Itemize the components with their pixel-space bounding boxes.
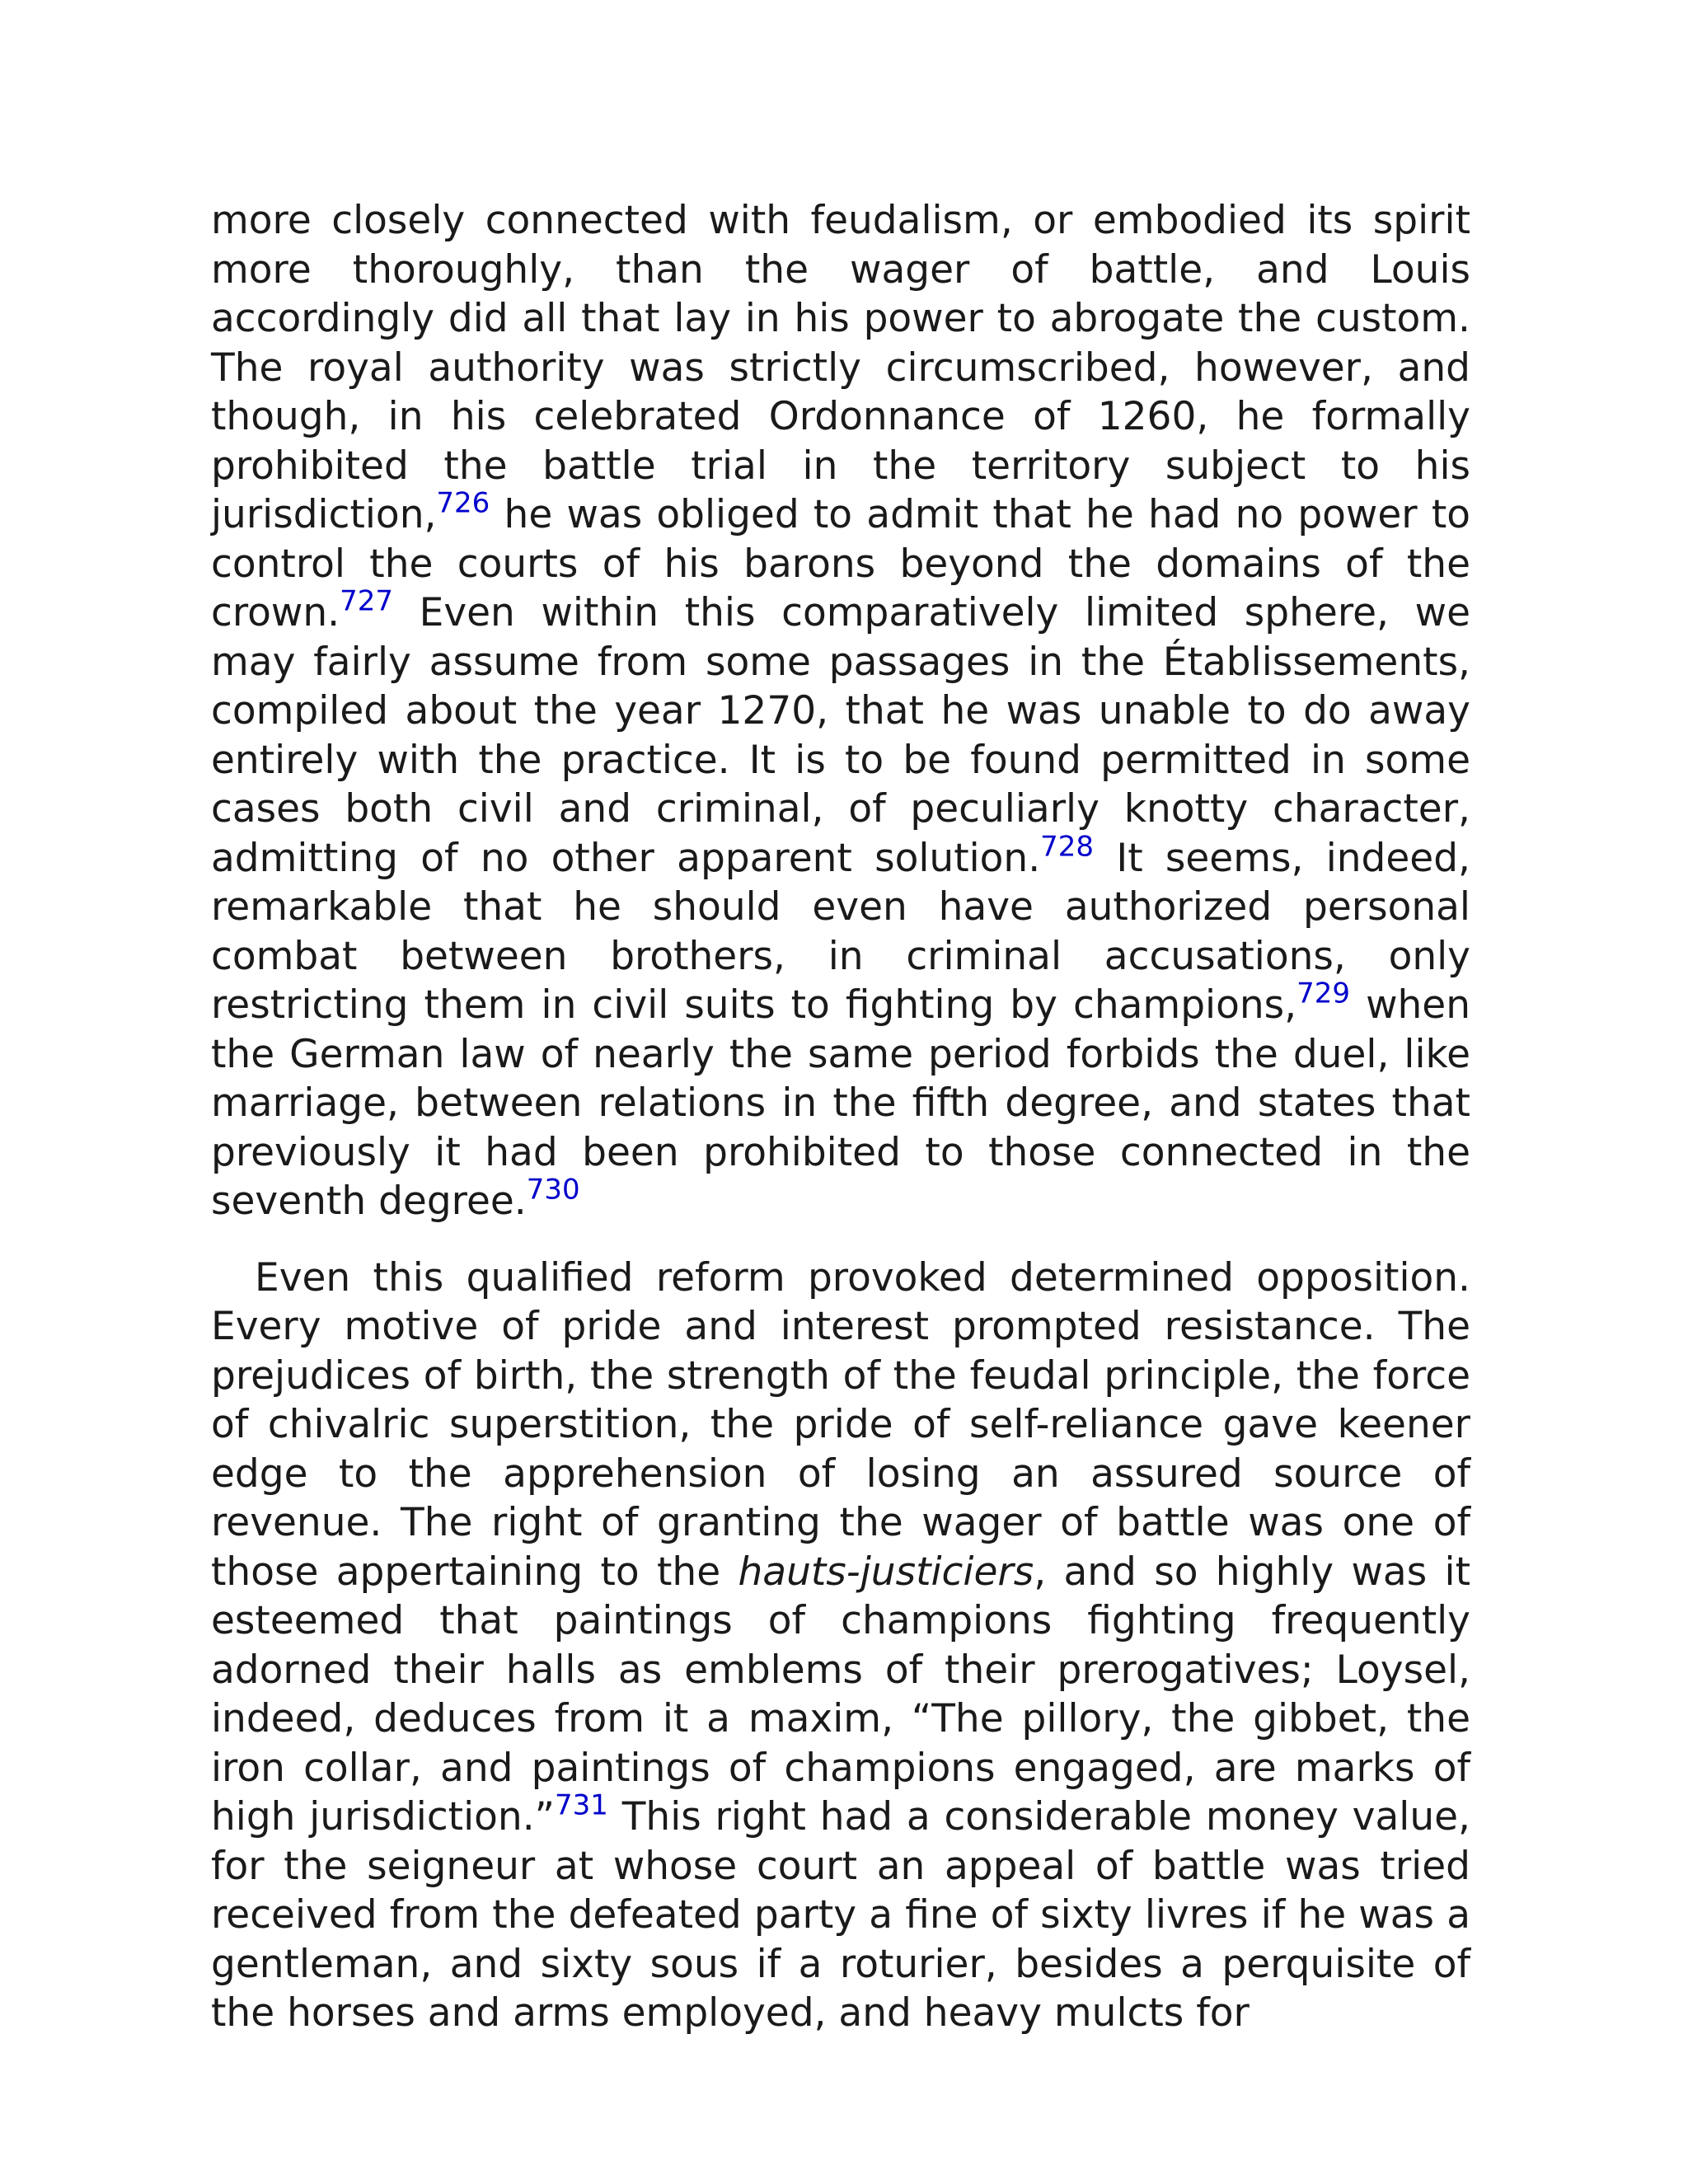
paragraph-1-text-5: when the German law of nearly the same period forbids the duel, like marriage, between relations in the fifth degree, and states that previously it had been prohibited to those connected in the seventh degree. xyxy=(211,982,1471,1224)
paragraph-1-text-1: more closely connected with feudalism, or embodied its spirit more thoroughly, than the wager of battle, and Louis accordingly did all that lay in his power to abrogate the custom. The royal authority was strictly circumscribed, however, and though, in his celebrated Ordonnance of 1260, he formally prohibited the battle trial in the territory subject to his jurisdiction, xyxy=(211,198,1470,537)
footnote-ref-729[interactable]: 729 xyxy=(1296,977,1350,1010)
paragraph-2 xyxy=(211,1254,1470,2038)
paragraph-2-text-3: This right had a considerable money value, for the seigneur at whose court an appeal of battle was tried received from the defeated party a fine of sixty livres if he was a gentleman, and sixty sous if a roturier, besides a perquisite of the horses and arms employed, and heavy mulcts for xyxy=(211,1794,1470,2036)
footnote-ref-730[interactable]: 730 xyxy=(526,1173,580,1207)
paragraph-1-text-3: Even within this comparatively limited sphere, we may fairly assume from some passages in the Établissements, compiled about the year 1270, that he was unable to do away entirely with the practice. It is to be found permitted in some cases both civil and criminal, of peculiarly knotty character, admitting of no other apparent solution. xyxy=(211,590,1470,881)
italic-term: hauts-justiciers xyxy=(738,1549,1034,1595)
footnote-ref-728[interactable]: 728 xyxy=(1040,829,1095,863)
footnote-ref-731[interactable]: 731 xyxy=(555,1788,608,1822)
footnote-ref-726[interactable]: 726 xyxy=(436,486,490,520)
footnote-ref-727[interactable]: 727 xyxy=(340,584,393,618)
paragraph-2-text-1: Even this qualified reform provoked determined opposition. Every motive of pride and interest prompted resistance. The prejudices of birth, the strength of the feudal principle, the force of chivalric superstition, the pride of self-reliance gave keener edge to the apprehension of losing an assured source of revenue. The right of granting the wager of battle was one of those appertaining to the xyxy=(211,1254,1470,1595)
paragraph-1-text-4: It seems, indeed, remarkable that he should even have authorized personal combat between brothers, in criminal accusations, only restricting them in civil suits to fighting by champions, xyxy=(211,835,1470,1028)
document-page xyxy=(211,196,1470,2038)
paragraph-2-text-2: , and so highly was it esteemed that paintings of champions fighting frequently adorned their halls as emblems of their prerogatives; Loysel, indeed, deduces from it a maxim, “The pillory, the gibbet, the iron collar, and paintings of champions engaged, are marks of high jurisdiction.” xyxy=(211,1549,1470,1840)
paragraph-1-text-2: he was obliged to admit that he had no power to control the courts of his barons beyond the domains of the crown. xyxy=(211,492,1470,635)
paragraph-1 xyxy=(211,196,1470,1226)
